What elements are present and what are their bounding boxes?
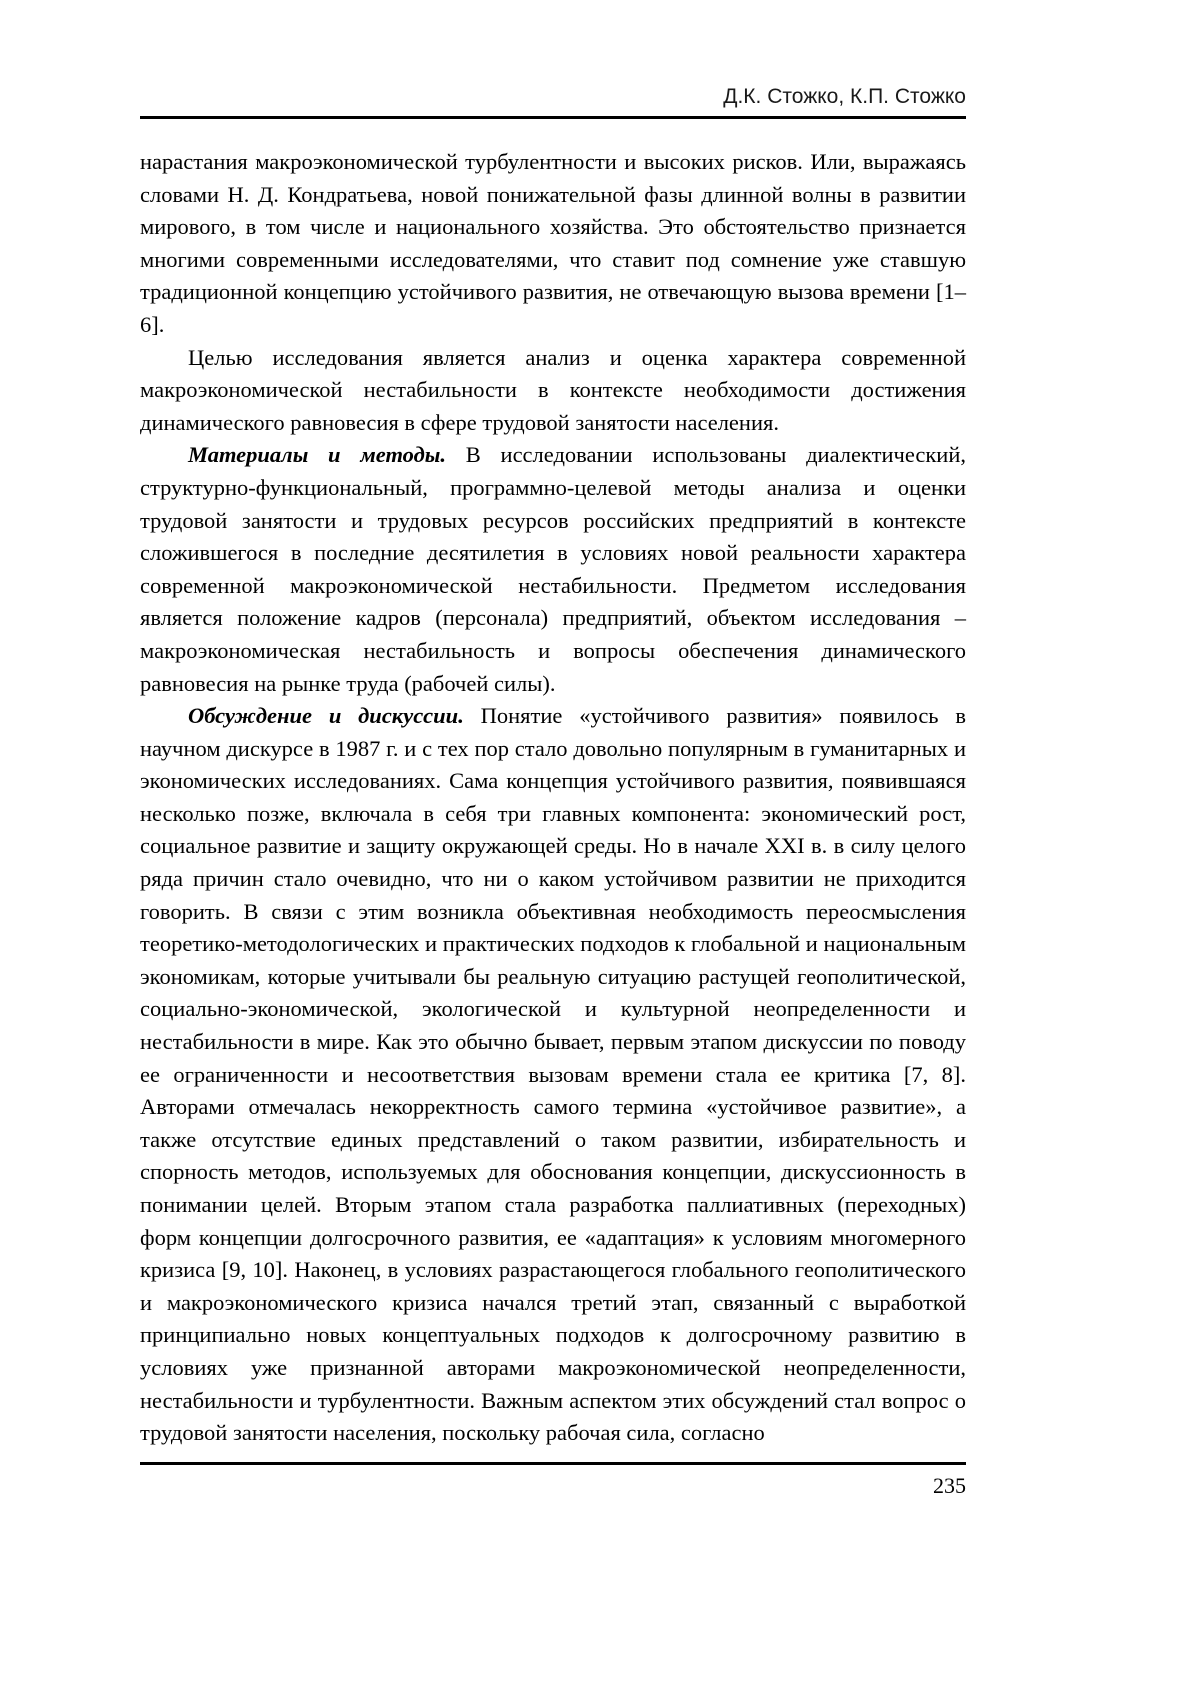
article-body (140, 146, 966, 1450)
page-footer (140, 1462, 966, 1499)
footer-rule (140, 1462, 966, 1465)
paragraph-materials-methods (140, 439, 966, 700)
section-lead-discussion: Обсуждение и дискуссии. (188, 703, 464, 729)
running-head-authors: Д.К. Стожко, К.П. Стожко (723, 85, 966, 108)
header-rule (140, 116, 966, 119)
paragraph-continuation: нарастания макроэкономической турбулентности и высоких рисков. Или, выражаясь словами Н. Д. Кондратьева, новой понижательной фазы длинной волны в развитии мирового, в том числе и национального хозяйства. Это обстоятельство признается многими современными исследователями, что ставит под сомнение уже ставшую традиционной концепцию устойчивого развития, не отвечающую вызова времени [1–6]. (140, 149, 966, 337)
page-number-row (140, 1473, 966, 1499)
document-page (140, 0, 966, 1705)
paragraph-text: Понятие «устойчивого развития» появилось в научном дискурсе в 1987 г. и с тех пор стало довольно популярным в гуманитарных и экономических исследованиях. Сама концепция устойчивого развития, появившаяся несколько позже, включала в себя три главных компонента: экономический рост, социальное развитие и защиту окружающей среды. Но в начале XXI в. в силу целого ряда причин стало очевидно, что ни о каком устойчивом развитии не приходится говорить. В связи с этим возникла объективная необходимость переосмысления теоретико-методологических и практических подходов к глобальной и национальным экономикам, которые учитывали бы реальную ситуацию растущей геополитической, социально-экономической, экологической и культурной неопределенности и нестабильности в мире. Как это обычно бывает, первым этапом дискуссии по поводу ее ограниченности и несоответствия вызовам времени стала ее критика [7, 8]. Авторами отмечалась некорректность самого термина «устойчивое развитие», а также отсутствие единых представлений о таком развитии, избирательность и спорность методов, используемых для обоснования концепции, дискуссионность в понимании целей. Вторым этапом стала разработка паллиативных (переходных) форм концепции долгосрочного развития, ее «адаптация» к условиям многомерного кризиса [9, 10]. Наконец, в условиях разрастающегося глобального геополитического и макроэкономического кризиса начался третий этап, связанный с выработкой принципиально новых концептуальных подходов к долгосрочному развитию в условиях уже признанной авторами макроэкономической неопределенности, нестабильности и турбулентности. Важным аспектом этих обсуждений стал вопрос о трудовой занятости населения, поскольку рабочая сила, согласно (140, 703, 966, 1446)
paragraph-discussion (140, 700, 966, 1450)
paragraph-text: В исследовании использованы диалектический, структурно-функциональный, программно-целевой методы анализа и оценки трудовой занятости и трудовых ресурсов российских предприятий в контексте сложившегося в последние десятилетия в условиях новой реальности характера современной макроэкономической нестабильности. Предметом исследования является положение кадров (персонала) предприятий, объектом исследования – макроэкономическая нестабильность и вопросы обеспечения динамического равновесия на рынке труда (рабочей силы). (140, 442, 966, 696)
section-lead-materials-methods: Материалы и методы. (188, 442, 446, 468)
page-header (140, 0, 966, 119)
paragraph-goal: Целью исследования является анализ и оценка характера современной макроэкономической нестабильности в контексте необходимости достижения динамического равновесия в сфере трудовой занятости населения. (140, 344, 966, 435)
page-number: 235 (933, 1473, 966, 1498)
